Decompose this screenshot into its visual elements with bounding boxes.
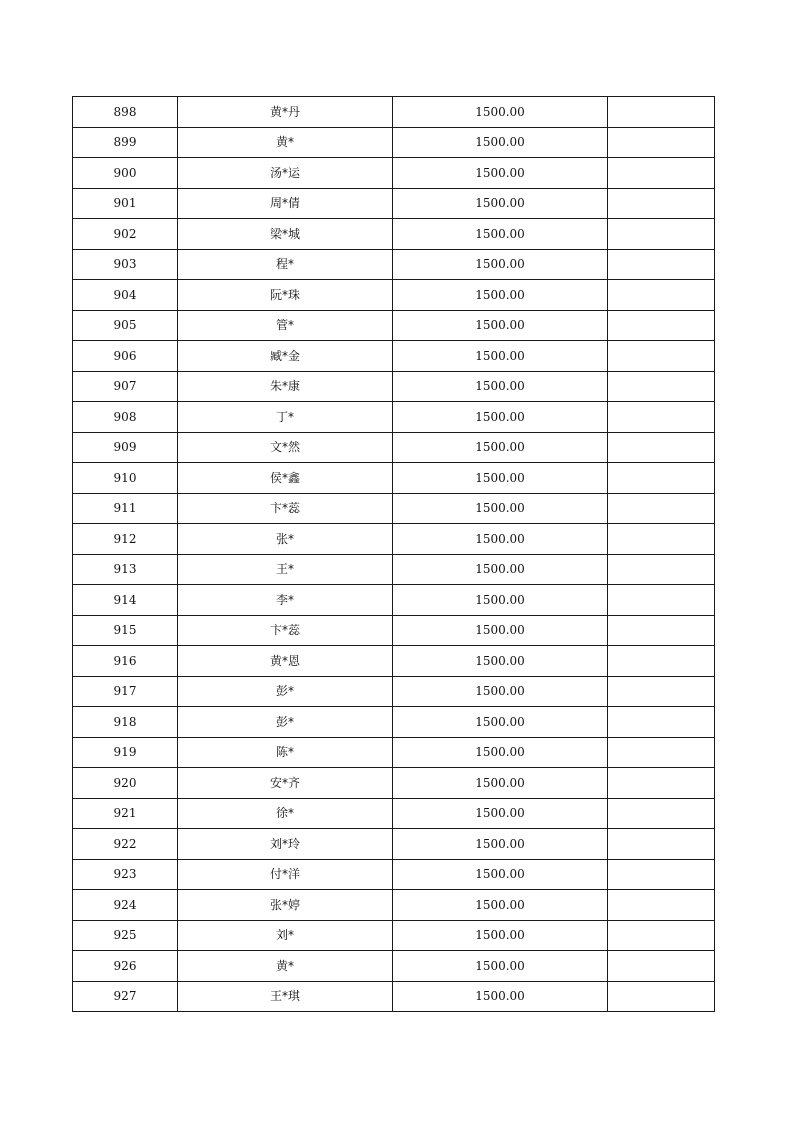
- row-number-cell: 909: [73, 432, 178, 463]
- remark-cell: [608, 219, 715, 250]
- table-row: [73, 249, 715, 280]
- remark-cell: [608, 371, 715, 402]
- row-number-cell: 917: [73, 676, 178, 707]
- name-cell: 陈*: [178, 737, 393, 768]
- amount-cell: 1500.00: [393, 768, 608, 799]
- row-number-cell: 922: [73, 829, 178, 860]
- remark-cell: [608, 615, 715, 646]
- table-row: [73, 585, 715, 616]
- remark-cell: [608, 310, 715, 341]
- row-number-cell: 918: [73, 707, 178, 738]
- remark-cell: [608, 127, 715, 158]
- amount-cell: 1500.00: [393, 798, 608, 829]
- name-cell: 程*: [178, 249, 393, 280]
- table-row: [73, 341, 715, 372]
- row-number-cell: 899: [73, 127, 178, 158]
- row-number-cell: 925: [73, 920, 178, 951]
- table-row: [73, 432, 715, 463]
- name-cell: 侯*鑫: [178, 463, 393, 494]
- remark-cell: [608, 249, 715, 280]
- name-cell: 周*倩: [178, 188, 393, 219]
- remark-cell: [608, 188, 715, 219]
- row-number-cell: 924: [73, 890, 178, 921]
- row-number-cell: 901: [73, 188, 178, 219]
- remark-cell: [608, 493, 715, 524]
- amount-cell: 1500.00: [393, 341, 608, 372]
- row-number-cell: 902: [73, 219, 178, 250]
- amount-cell: 1500.00: [393, 920, 608, 951]
- remark-cell: [608, 676, 715, 707]
- name-cell: 黄*丹: [178, 97, 393, 128]
- table-row: [73, 676, 715, 707]
- amount-cell: 1500.00: [393, 432, 608, 463]
- table-row: [73, 97, 715, 128]
- row-number-cell: 920: [73, 768, 178, 799]
- row-number-cell: 904: [73, 280, 178, 311]
- table-row: [73, 524, 715, 555]
- name-cell: 丁*: [178, 402, 393, 433]
- name-cell: 李*: [178, 585, 393, 616]
- table-row: [73, 371, 715, 402]
- remark-cell: [608, 859, 715, 890]
- table-row: [73, 554, 715, 585]
- row-number-cell: 927: [73, 981, 178, 1012]
- amount-cell: 1500.00: [393, 493, 608, 524]
- name-cell: 张*: [178, 524, 393, 555]
- amount-cell: 1500.00: [393, 188, 608, 219]
- name-cell: 黄*恩: [178, 646, 393, 677]
- name-cell: 管*: [178, 310, 393, 341]
- remark-cell: [608, 890, 715, 921]
- amount-cell: 1500.00: [393, 402, 608, 433]
- remark-cell: [608, 402, 715, 433]
- name-cell: 王*: [178, 554, 393, 585]
- table-row: [73, 890, 715, 921]
- name-cell: 王*琪: [178, 981, 393, 1012]
- table-row: [73, 951, 715, 982]
- amount-cell: 1500.00: [393, 676, 608, 707]
- amount-cell: 1500.00: [393, 524, 608, 555]
- table-body: [73, 97, 715, 1012]
- table-row: [73, 920, 715, 951]
- table-row: [73, 219, 715, 250]
- remark-cell: [608, 585, 715, 616]
- table-row: [73, 463, 715, 494]
- name-cell: 刘*玲: [178, 829, 393, 860]
- amount-cell: 1500.00: [393, 310, 608, 341]
- remark-cell: [608, 341, 715, 372]
- remark-cell: [608, 829, 715, 860]
- row-number-cell: 913: [73, 554, 178, 585]
- name-cell: 安*齐: [178, 768, 393, 799]
- row-number-cell: 923: [73, 859, 178, 890]
- row-number-cell: 898: [73, 97, 178, 128]
- name-cell: 黄*: [178, 127, 393, 158]
- remark-cell: [608, 707, 715, 738]
- amount-cell: 1500.00: [393, 585, 608, 616]
- name-cell: 汤*运: [178, 158, 393, 189]
- remark-cell: [608, 463, 715, 494]
- remark-cell: [608, 768, 715, 799]
- amount-cell: 1500.00: [393, 859, 608, 890]
- amount-cell: 1500.00: [393, 737, 608, 768]
- table-row: [73, 768, 715, 799]
- remark-cell: [608, 646, 715, 677]
- name-cell: 刘*: [178, 920, 393, 951]
- document-page: [72, 96, 714, 1012]
- amount-cell: 1500.00: [393, 127, 608, 158]
- amount-cell: 1500.00: [393, 97, 608, 128]
- remark-cell: [608, 158, 715, 189]
- amount-cell: 1500.00: [393, 554, 608, 585]
- table-row: [73, 707, 715, 738]
- name-cell: 朱*康: [178, 371, 393, 402]
- row-number-cell: 905: [73, 310, 178, 341]
- table-row: [73, 737, 715, 768]
- amount-cell: 1500.00: [393, 890, 608, 921]
- name-cell: 付*洋: [178, 859, 393, 890]
- row-number-cell: 911: [73, 493, 178, 524]
- amount-cell: 1500.00: [393, 829, 608, 860]
- row-number-cell: 914: [73, 585, 178, 616]
- table-row: [73, 615, 715, 646]
- row-number-cell: 908: [73, 402, 178, 433]
- table-row: [73, 402, 715, 433]
- table-row: [73, 859, 715, 890]
- row-number-cell: 910: [73, 463, 178, 494]
- table-row: [73, 127, 715, 158]
- name-cell: 臧*金: [178, 341, 393, 372]
- name-cell: 张*婷: [178, 890, 393, 921]
- row-number-cell: 903: [73, 249, 178, 280]
- amount-cell: 1500.00: [393, 219, 608, 250]
- remark-cell: [608, 951, 715, 982]
- table-row: [73, 158, 715, 189]
- table-row: [73, 493, 715, 524]
- table-row: [73, 188, 715, 219]
- remark-cell: [608, 737, 715, 768]
- row-number-cell: 919: [73, 737, 178, 768]
- row-number-cell: 915: [73, 615, 178, 646]
- row-number-cell: 900: [73, 158, 178, 189]
- amount-cell: 1500.00: [393, 249, 608, 280]
- amount-cell: 1500.00: [393, 280, 608, 311]
- remark-cell: [608, 981, 715, 1012]
- name-cell: 卞*蕊: [178, 493, 393, 524]
- amount-cell: 1500.00: [393, 951, 608, 982]
- amount-cell: 1500.00: [393, 158, 608, 189]
- amount-cell: 1500.00: [393, 615, 608, 646]
- remark-cell: [608, 798, 715, 829]
- table-row: [73, 646, 715, 677]
- row-number-cell: 926: [73, 951, 178, 982]
- row-number-cell: 906: [73, 341, 178, 372]
- remark-cell: [608, 280, 715, 311]
- name-cell: 黄*: [178, 951, 393, 982]
- row-number-cell: 907: [73, 371, 178, 402]
- payment-table: [72, 96, 715, 1012]
- remark-cell: [608, 432, 715, 463]
- name-cell: 徐*: [178, 798, 393, 829]
- name-cell: 彭*: [178, 707, 393, 738]
- name-cell: 卞*蕊: [178, 615, 393, 646]
- amount-cell: 1500.00: [393, 707, 608, 738]
- table-row: [73, 981, 715, 1012]
- row-number-cell: 916: [73, 646, 178, 677]
- remark-cell: [608, 920, 715, 951]
- remark-cell: [608, 97, 715, 128]
- row-number-cell: 912: [73, 524, 178, 555]
- name-cell: 阮*珠: [178, 280, 393, 311]
- amount-cell: 1500.00: [393, 371, 608, 402]
- table-row: [73, 829, 715, 860]
- name-cell: 文*然: [178, 432, 393, 463]
- table-row: [73, 310, 715, 341]
- remark-cell: [608, 554, 715, 585]
- name-cell: 梁*城: [178, 219, 393, 250]
- amount-cell: 1500.00: [393, 646, 608, 677]
- table-row: [73, 280, 715, 311]
- remark-cell: [608, 524, 715, 555]
- amount-cell: 1500.00: [393, 981, 608, 1012]
- amount-cell: 1500.00: [393, 463, 608, 494]
- table-row: [73, 798, 715, 829]
- row-number-cell: 921: [73, 798, 178, 829]
- name-cell: 彭*: [178, 676, 393, 707]
